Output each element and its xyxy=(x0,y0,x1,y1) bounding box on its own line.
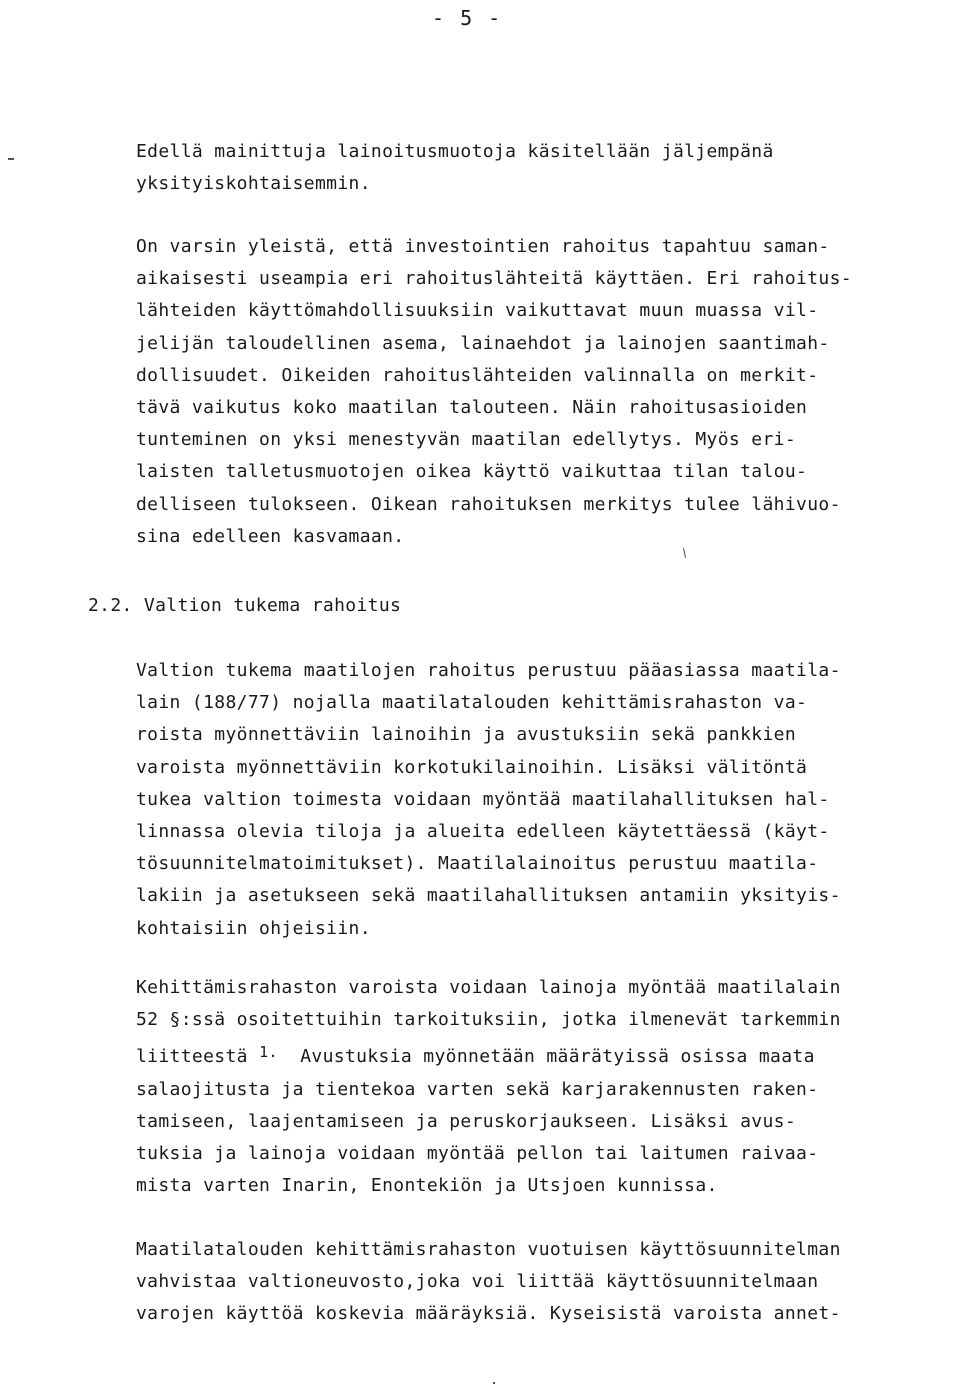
text-line: varojen käyttöä koskevia määräyksiä. Kyseisistä varoista annet- xyxy=(136,1303,841,1325)
paragraph-usage-plan xyxy=(136,1234,841,1331)
text-line: Kehittämisrahaston varoista voidaan lainoja myöntää maatilalain xyxy=(136,977,841,998)
paragraph-financing-sources xyxy=(136,231,852,553)
text-line: salaojitusta ja tientekoa varten sekä karjarakennusten raken- xyxy=(136,1078,819,1100)
text-line: roista myönnettäviin lainoihin ja avustuksiin sekä pankkien xyxy=(136,724,797,746)
text-line: tösuunnitelmatoimitukset). Maatilalainoitus perustuu maatila- xyxy=(136,853,819,875)
text-line: tuksia ja lainoja voidaan myöntää pellon tai laitumen raivaa- xyxy=(136,1143,819,1165)
text-line: vahvistaa valtioneuvosto,joka voi liittää käyttösuunnitelmaan xyxy=(136,1271,819,1293)
text-line: tävä vaikutus koko maatilan talouteen. Näin rahoitusasioiden xyxy=(136,397,808,419)
text-line: delliseen tulokseen. Oikean rahoituksen merkitys tulee lähivuo- xyxy=(136,493,841,515)
text-line: laisten talletusmuotojen oikea käyttö vaikuttaa tilan talou- xyxy=(136,461,808,483)
text-line: On varsin yleistä, että investointien rahoitus tapahtuu saman- xyxy=(136,236,830,257)
text-line: lähteiden käyttömahdollisuuksiin vaikuttavat muun muassa vil- xyxy=(136,300,819,322)
appendix-reference: 1. xyxy=(259,1043,278,1062)
page-number: - 5 - xyxy=(432,6,503,30)
text-line: varoista myönnettäviin korkotukilainoihin. Lisäksi välitöntä xyxy=(136,756,808,778)
paragraph-development-fund xyxy=(136,972,841,1202)
scan-mark xyxy=(8,158,14,160)
text-fragment: Avustuksia myönnetään määrätyissä osissa maata xyxy=(277,1046,815,1068)
text-line: Maatilatalouden kehittämisrahaston vuotuisen käyttösuunnitelman xyxy=(136,1239,841,1260)
text-line: linnassa olevia tiloja ja alueita edelleen käytettäessä (käyt- xyxy=(136,821,830,843)
text-line: jelijän taloudellinen asema, lainaehdot ja lainojen saantimah- xyxy=(136,332,830,354)
text-line: sina edelleen kasvamaan. xyxy=(136,525,405,547)
text-line: tunteminen on yksi menestyvän maatilan edellytys. Myös eri- xyxy=(136,429,797,451)
text-line: lakiin ja asetukseen sekä maatilahallituksen antamiin yksityis- xyxy=(136,885,841,907)
text-line: Valtion tukema maatilojen rahoitus perustuu pääasiassa maatila- xyxy=(136,660,841,681)
text-line: tamiseen, laajentamiseen ja peruskorjaukseen. Lisäksi avus- xyxy=(136,1110,797,1132)
scan-mark xyxy=(493,1382,495,1384)
text-fragment: liitteestä xyxy=(136,1046,260,1068)
paragraph-state-support xyxy=(136,655,841,945)
text-line: Edellä mainittuja lainoitusmuotoja käsitellään jäljempänä xyxy=(136,141,774,162)
section-heading: 2.2. Valtion tukema rahoitus xyxy=(88,595,402,616)
text-line xyxy=(136,1036,841,1073)
text-line: aikaisesti useampia eri rahoituslähteitä käyttäen. Eri rahoitus- xyxy=(136,268,852,290)
text-line: lain (188/77) nojalla maatilatalouden kehittämisrahaston va- xyxy=(136,692,808,714)
paragraph-intro xyxy=(136,136,774,200)
text-line: kohtaisiin ohjeisiin. xyxy=(136,917,371,939)
text-line: tukea valtion toimesta voidaan myöntää maatilahallituksen hal- xyxy=(136,788,830,810)
text-line: mista varten Inarin, Enontekiön ja Utsjoen kunnissa. xyxy=(136,1175,718,1197)
text-line: dollisuudet. Oikeiden rahoituslähteiden valinnalla on merkit- xyxy=(136,364,819,386)
text-line: yksityiskohtaisemmin. xyxy=(136,173,371,195)
text-line: 52 §:ssä osoitettuihin tarkoituksiin, jotka ilmenevät tarkemmin xyxy=(136,1009,841,1031)
